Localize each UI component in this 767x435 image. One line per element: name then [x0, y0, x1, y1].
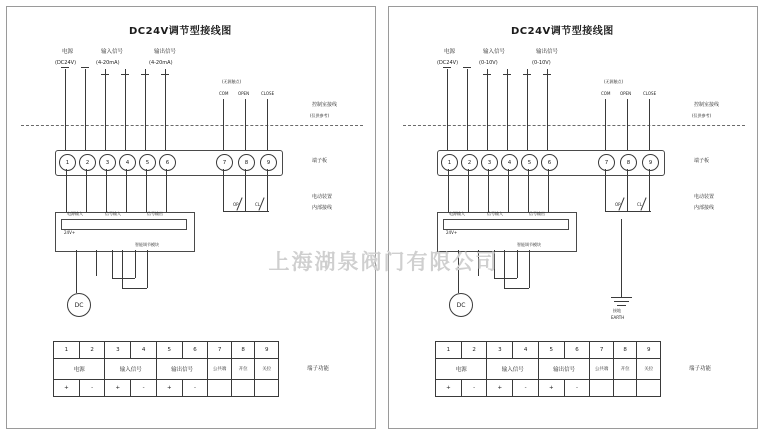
- dc-source: DC: [449, 293, 473, 317]
- fn-name-open: 开位: [613, 359, 637, 380]
- fn-num-9: 9: [637, 342, 661, 359]
- module-top-label-input: 信号输入: [487, 211, 503, 216]
- terminal-function-table: [53, 341, 279, 397]
- wiring-diagram-panel-left: [6, 6, 376, 429]
- contact-close-label: CLOSE: [261, 91, 275, 96]
- relay-open-mark: OP: [233, 202, 239, 207]
- terminal-7[interactable]: 7: [598, 154, 615, 171]
- fn-sign-6: -: [182, 380, 208, 397]
- panel-title: DC24V调节型接线图: [511, 26, 614, 37]
- module-label: 智能调节模块: [135, 242, 159, 247]
- fn-num-1: 1: [436, 342, 462, 359]
- fn-name-close: 关位: [255, 359, 279, 380]
- fn-sign-4: -: [131, 380, 157, 397]
- power-sub: (DC24V): [437, 60, 459, 66]
- fn-sign-8: [231, 380, 255, 397]
- terminal-5[interactable]: 5: [139, 154, 156, 171]
- fn-sign-6: -: [564, 380, 590, 397]
- panel-right-content: [389, 7, 757, 428]
- fn-name-power: 电源: [54, 359, 105, 380]
- tick-3: [101, 74, 109, 75]
- fn-name-common: 公共端: [208, 359, 232, 380]
- actuator-note-2: 内部接线: [694, 205, 715, 211]
- terminal-3[interactable]: 3: [481, 154, 498, 171]
- wire-t4-module: [126, 169, 127, 213]
- fn-num-4: 4: [131, 342, 157, 359]
- output-signal-label: 输出信号: [154, 49, 177, 55]
- wire-t2-module: [86, 169, 87, 213]
- contact-com-label: COM: [601, 91, 611, 96]
- input-signal-sub: (4-20mA): [96, 60, 120, 66]
- panel-title: DC24V调节型接线图: [129, 26, 232, 37]
- wire-t5-module: [528, 169, 529, 213]
- module-top-label-power: 电源输入: [67, 211, 83, 216]
- fn-name-open: 开位: [231, 359, 255, 380]
- control-room-note-2: (仅供参考): [692, 113, 712, 118]
- panel-left-content: [7, 7, 375, 428]
- tick-2: [463, 67, 471, 68]
- tick-6: [543, 74, 551, 75]
- output-signal-sub: (0-10V): [532, 60, 551, 66]
- input-signal-sub: (0-10V): [479, 60, 498, 66]
- control-room-note-1: 控制室接线: [694, 102, 720, 108]
- wire-t4-module: [508, 169, 509, 213]
- tick-4: [121, 74, 129, 75]
- fn-sign-1: +: [436, 380, 462, 397]
- fn-sign-2: -: [461, 380, 487, 397]
- fn-sign-7: [208, 380, 232, 397]
- table-row-numbers: [54, 342, 279, 359]
- module-pin-1: 24V+: [446, 230, 458, 235]
- wire-t6-module: [166, 169, 167, 213]
- terminal-4[interactable]: 4: [119, 154, 136, 171]
- table-row-signs: [54, 380, 279, 397]
- terminal-4[interactable]: 4: [501, 154, 518, 171]
- tick-3: [483, 74, 491, 75]
- actuator-note-1: 电动装置: [694, 194, 715, 200]
- lead-line-5: [527, 69, 528, 155]
- terminal-1[interactable]: 1: [59, 154, 76, 171]
- fn-name-power: 电源: [436, 359, 487, 380]
- fn-name-output: 输出信号: [538, 359, 589, 380]
- control-room-note-2: (仅供参考): [310, 113, 330, 118]
- dc-source: DC: [67, 293, 91, 317]
- terminal-9[interactable]: 9: [260, 154, 277, 171]
- watermark: 上海湖泉阀门有限公司: [268, 250, 499, 274]
- contact-com-label: COM: [219, 91, 229, 96]
- terminal-2[interactable]: 2: [79, 154, 96, 171]
- relay-open-mark: OP: [615, 202, 621, 207]
- fn-num-9: 9: [255, 342, 279, 359]
- lead-line-9: [649, 99, 650, 155]
- output-signal-sub: (4-20mA): [149, 60, 173, 66]
- fn-sign-9: [637, 380, 661, 397]
- terminal-6[interactable]: 6: [541, 154, 558, 171]
- actuator-note-2: 内部接线: [312, 205, 333, 211]
- function-table-title: 端子功能: [689, 366, 712, 372]
- sig-loop-1: [112, 278, 135, 279]
- fn-num-4: 4: [513, 342, 539, 359]
- terminal-1[interactable]: 1: [441, 154, 458, 171]
- wire-t3-module: [106, 169, 107, 213]
- terminal-8[interactable]: 8: [238, 154, 255, 171]
- module-top-label-power: 电源输入: [449, 211, 465, 216]
- lead-line-1: [447, 69, 448, 155]
- terminal-2[interactable]: 2: [461, 154, 478, 171]
- sig-loop-2: [122, 288, 147, 289]
- contact-open-label: OPEN: [238, 91, 250, 96]
- lead-line-4: [125, 69, 126, 155]
- terminal-board-label: 端子板: [312, 158, 328, 164]
- fn-sign-2: -: [79, 380, 105, 397]
- module-label: 智能调节模块: [517, 242, 541, 247]
- fn-num-7: 7: [590, 342, 614, 359]
- module-top-label-input: 信号输入: [105, 211, 121, 216]
- relay-wire-close: [267, 169, 268, 211]
- power-sub: (DC24V): [55, 60, 77, 66]
- relay-wire-open: [245, 169, 246, 211]
- wire-t5-module: [146, 169, 147, 213]
- fn-name-output: 输出信号: [156, 359, 207, 380]
- ground-label-en: EARTH: [611, 315, 625, 320]
- table-row-numbers: [436, 342, 661, 359]
- lead-line-9: [267, 99, 268, 155]
- passive-contact-note: (无源触点): [604, 79, 624, 84]
- ground-label-cn: 接地: [613, 308, 621, 313]
- lead-line-8: [627, 99, 628, 155]
- input-signal-label: 输入信号: [101, 49, 124, 55]
- passive-contact-note: (无源触点): [222, 79, 242, 84]
- fn-sign-5: +: [538, 380, 564, 397]
- terminal-7[interactable]: 7: [216, 154, 233, 171]
- tick-1: [61, 67, 69, 68]
- tick-4: [503, 74, 511, 75]
- lead-line-3: [487, 69, 488, 155]
- lead-line-5: [145, 69, 146, 155]
- terminal-function-table: [435, 341, 661, 397]
- divider-dashed: [21, 125, 363, 126]
- table-row-names: [436, 359, 661, 380]
- fn-name-common: 公共端: [590, 359, 614, 380]
- fn-num-3: 3: [487, 342, 513, 359]
- tick-5: [141, 74, 149, 75]
- relay-close-mark: CL: [255, 202, 261, 207]
- lead-line-1: [65, 69, 66, 155]
- relay-bus: [223, 211, 269, 212]
- control-room-note-1: 控制室接线: [312, 102, 338, 108]
- relay-wire-com: [605, 169, 606, 211]
- fn-num-2: 2: [461, 342, 487, 359]
- fn-sign-5: +: [156, 380, 182, 397]
- relay-close-mark: CL: [637, 202, 643, 207]
- lead-line-4: [507, 69, 508, 155]
- lead-line-7: [605, 99, 606, 155]
- input-signal-label: 输入信号: [483, 49, 506, 55]
- module-top-label-output: 信号输出: [529, 211, 545, 216]
- fn-name-input: 输入信号: [105, 359, 156, 380]
- relay-wire-close: [649, 169, 650, 211]
- fn-num-5: 5: [538, 342, 564, 359]
- wiring-diagram-panel-right: [388, 6, 758, 429]
- tick-6: [161, 74, 169, 75]
- fn-num-1: 1: [54, 342, 80, 359]
- wire-t3-module: [488, 169, 489, 213]
- divider-dashed: [403, 125, 745, 126]
- sig-loop-2: [504, 288, 529, 289]
- fn-sign-7: [590, 380, 614, 397]
- table-row-names: [54, 359, 279, 380]
- function-table-title: 端子功能: [307, 366, 330, 372]
- relay-wire-com: [223, 169, 224, 211]
- table-row-signs: [436, 380, 661, 397]
- tick-2: [81, 67, 89, 68]
- fn-name-input: 输入信号: [487, 359, 538, 380]
- tick-1: [443, 67, 451, 68]
- relay-bus: [605, 211, 651, 212]
- power-label: 电源: [444, 49, 456, 55]
- contact-close-label: CLOSE: [643, 91, 657, 96]
- terminal-8[interactable]: 8: [620, 154, 637, 171]
- lead-line-7: [223, 99, 224, 155]
- output-signal-label: 输出信号: [536, 49, 559, 55]
- terminal-3[interactable]: 3: [99, 154, 116, 171]
- fn-sign-1: +: [54, 380, 80, 397]
- wire-t6-module: [548, 169, 549, 213]
- fn-num-6: 6: [564, 342, 590, 359]
- fn-name-close: 关位: [637, 359, 661, 380]
- terminal-5[interactable]: 5: [521, 154, 538, 171]
- fn-num-2: 2: [79, 342, 105, 359]
- tick-5: [523, 74, 531, 75]
- lead-line-8: [245, 99, 246, 155]
- fn-num-8: 8: [231, 342, 255, 359]
- module-terminal-strip: [443, 219, 569, 230]
- wire-t1-module: [66, 169, 67, 213]
- fn-num-8: 8: [613, 342, 637, 359]
- contact-open-label: OPEN: [620, 91, 632, 96]
- terminal-board-label: 端子板: [694, 158, 710, 164]
- power-label: 电源: [62, 49, 74, 55]
- fn-sign-8: [613, 380, 637, 397]
- relay-wire-open: [627, 169, 628, 211]
- lead-line-6: [547, 69, 548, 155]
- module-top-label-output: 信号输出: [147, 211, 163, 216]
- sig-loop-1: [494, 278, 517, 279]
- module-pin-1: 24V+: [64, 230, 76, 235]
- lead-line-6: [165, 69, 166, 155]
- fn-sign-3: +: [487, 380, 513, 397]
- fn-sign-3: +: [105, 380, 131, 397]
- terminal-6[interactable]: 6: [159, 154, 176, 171]
- module-terminal-strip: [61, 219, 187, 230]
- fn-num-6: 6: [182, 342, 208, 359]
- wire-t2-module: [468, 169, 469, 213]
- fn-num-5: 5: [156, 342, 182, 359]
- fn-num-7: 7: [208, 342, 232, 359]
- wire-t1-module: [448, 169, 449, 213]
- lead-line-2: [85, 69, 86, 155]
- lead-line-3: [105, 69, 106, 155]
- fn-sign-4: -: [513, 380, 539, 397]
- lead-line-2: [467, 69, 468, 155]
- terminal-9[interactable]: 9: [642, 154, 659, 171]
- fn-sign-9: [255, 380, 279, 397]
- fn-num-3: 3: [105, 342, 131, 359]
- actuator-note-1: 电动装置: [312, 194, 333, 200]
